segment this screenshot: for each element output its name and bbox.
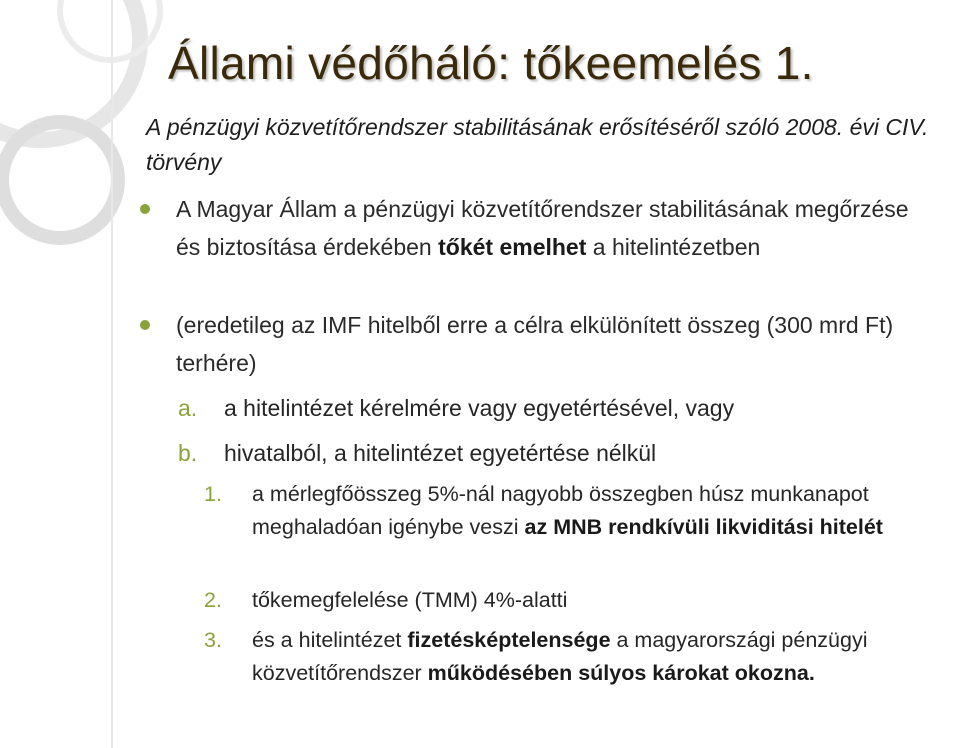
slide-title: Állami védőháló: tőkeemelés 1. <box>168 37 814 89</box>
bullet-text: (eredetileg az IMF hitelből erre a célra elkülönített összeg (300 mrd Ft) terhére) <box>176 312 894 376</box>
list-text: hivatalból, a hitelintézet egyetértése nélkül <box>224 440 657 466</box>
list-marker: a. <box>178 395 198 421</box>
bullet-icon <box>140 204 150 214</box>
list-marker: 1. <box>204 482 222 506</box>
bullet-item-2 <box>176 306 936 382</box>
list-text: a mérlegfőösszeg 5%-nál nagyobb összegben húsz munkanapot meghaladóan igénybe veszi <box>252 482 869 539</box>
subtitle: A pénzügyi közvetítőrendszer stabilitásának erősítéséről szóló 2008. évi CIV. törvény <box>146 114 929 175</box>
list-text: tőkemegfelelése (TMM) 4%-alatti <box>252 588 568 612</box>
list-marker: b. <box>178 440 198 466</box>
bullet-text: A Magyar Állam a pénzügyi közvetítőrendszer stabilitásának megőrzése és biztosítása érdekében <box>176 196 909 260</box>
list-text: és a hitelintézet <box>252 628 408 652</box>
bullet-text: a hitelintézetben <box>586 234 761 260</box>
list-bold: működésében súlyos károkat okozna. <box>427 661 815 685</box>
list-bold: az MNB rendkívüli likviditási hitelét <box>524 515 883 539</box>
list-text: a hitelintézet kérelmére vagy egyetértésével, vagy <box>224 395 735 421</box>
bullet-bold: tőkét emelhet <box>438 234 587 260</box>
bullet-item-1 <box>176 190 936 266</box>
list-text-block <box>252 584 952 617</box>
list-text-block <box>252 624 952 690</box>
list-text: a magyarországi pénzügyi közvetítőrendszer <box>252 628 868 685</box>
list-bold: fizetésképtelensége <box>407 628 611 652</box>
list-marker: 3. <box>204 628 222 652</box>
bullet-icon <box>140 320 150 330</box>
list-marker: 2. <box>204 588 222 612</box>
list-text-block <box>252 478 952 544</box>
